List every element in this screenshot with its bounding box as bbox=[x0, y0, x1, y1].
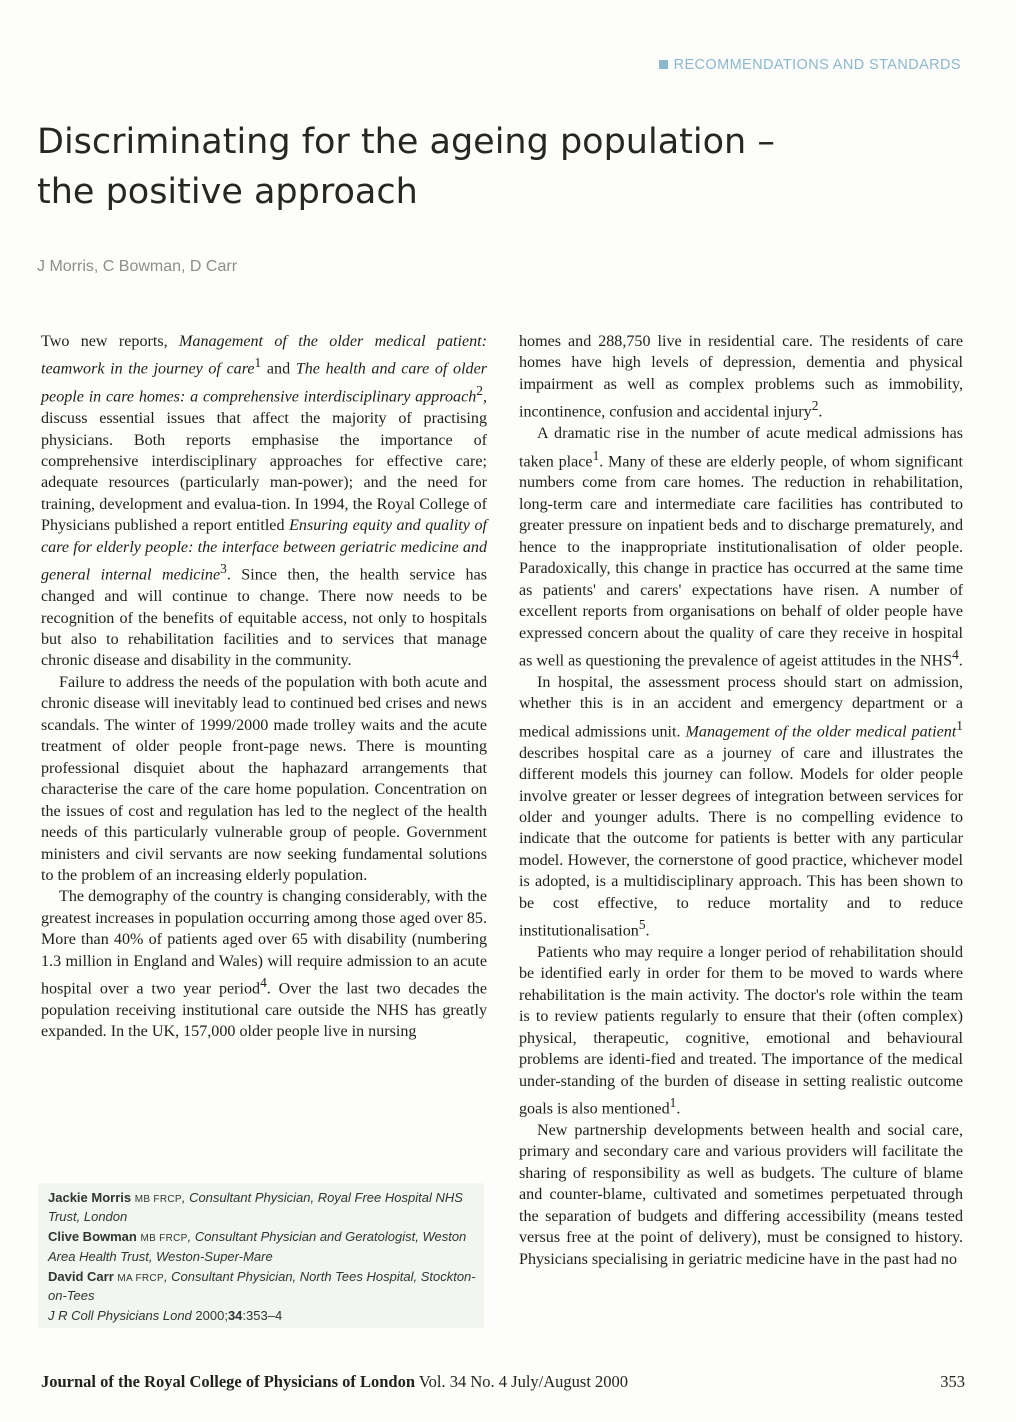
column-right bbox=[519, 331, 963, 1270]
paragraph: New partnership developments between health and social care, primary and secondary care and various providers will facilitate the sharing of responsibility as well as budgets. The culture of blame and counter-blame, cultivated and sometimes perpetuated through the separation of budgets and differing accessibility (means tested versus free at the point of delivery), must be consigned to history. Physicians specialising in geriatric medicine have in the past had no bbox=[519, 1122, 963, 1268]
square-bullet-icon bbox=[659, 60, 668, 69]
affiliation: Clive Bowman MB FRCP, Consultant Physician and Geratologist, Weston Area Health Trust, Weston-Super-Mare bbox=[48, 1229, 467, 1264]
citation: J R Coll Physicians Lond 2000;34:353–4 bbox=[48, 1308, 283, 1324]
affiliation: David Carr MA FRCP, Consultant Physician, North Tees Hospital, Stockton-on-Tees bbox=[48, 1268, 476, 1304]
paragraph: homes and 288,750 live in residential care. The residents of care homes have high levels of depression, dementia and physical impairment as well as complex problems such as immobility, incontinence, confusion and accidental injury$^2$. bbox=[519, 333, 963, 421]
article-authors: J Morris, C Bowman, D Carr bbox=[37, 258, 238, 275]
page-number: 353 bbox=[940, 1372, 965, 1391]
paragraph: Failure to address the needs of the population with both acute and chronic disease will inevitably lead to continued bed crises and news scandals. The winter of 1999/2000 made trolley waits and the acute treatment of older people front-page news. There is mounting professional disquiet about the haphazard arrangements that characterise the care of the care home population. Concentration on the issues of cost and regulation has led to the neglect of the health needs of this particularly vulnerable group of people. Government ministers and civil servants are now seeking fundamental solutions to the problem of an increasing elderly population. bbox=[41, 673, 487, 884]
paragraph: Patients who may require a longer period of rehabilitation should be identified early in order for them to be moved to wards where rehabilitation is the main activity. The doctor's role within the team is to review patients regularly to ensure that their (often complex) physical, therapeutic, cognitive, emotional and behavioural problems are identi-fied and treated. The importance of the medical under-standing of the burden of disease in setting realistic outcome goals is also mentioned$^1$. bbox=[519, 944, 963, 1118]
journal-issue: Vol. 34 No. 4 July/August 2000 bbox=[415, 1372, 629, 1391]
paragraph: A dramatic rise in the number of acute medical admissions has taken place$^1$. Many of these are elderly people, of whom significant numbers come from care homes. The reduction in rehabilitation, long-term care and intermediate care facilities has contributed to greater pressure on inpatient beds and to discharge prematurely, and hence to the inappropriate institutionalisation of older people. Paradoxically, this change in practice has occurred at the same time as patients' and carers' expectations have risen. A number of excellent reports from organisations on behalf of older people have expressed concern about the quality of care they receive in hospital as well as questioning the prevalence of ageist attitudes in the NHS$^4$. bbox=[519, 425, 963, 670]
page-footer bbox=[41, 1372, 965, 1392]
paragraph: The demography of the country is changing considerably, with the greatest increases in population occurring among those aged over 85. More than 40% of patients aged over 65 with disability (numbering 1.3 million in England and Wales) will require admission to an acute hospital over a two year period$^4$. Over the last two decades the population receiving institutional care outside the NHS has greatly expanded. In the UK, 157,000 older people live in nursing bbox=[41, 888, 487, 1041]
affiliation: Jackie Morris MB FRCP, Consultant Physician, Royal Free Hospital NHS Trust, London bbox=[48, 1190, 463, 1225]
journal-name: Journal of the Royal College of Physicians of London bbox=[41, 1372, 416, 1391]
paragraph: Two new reports, Management of the older medical patient: teamwork in the journey of care$^1$ and The health and care of older people in care homes: a comprehensive interdisciplinary approach$^2$, discuss essential issues that affect the majority of practising physicians. Both reports emphasise the importance of comprehensive interdisciplinary approaches for effective care; adequate resources (particularly man-power); and the need for training, development and evalua-tion. In 1994, the Royal College of Physicians published a report entitled Ensuring equity and quality of care for elderly people: the interface between geriatric medicine and general internal medicine$^3$. Since then, the health service has changed and will continue to change. There now needs to be recognition of the benefits of equitable access, not only to hospitals but also to rehabilitation facilities and to services that manage chronic disease and disability in the community. bbox=[41, 333, 487, 670]
article-title: Discriminating for the ageing population – the positive approach bbox=[37, 122, 775, 212]
column-left bbox=[41, 331, 487, 1043]
author-affiliations-box bbox=[38, 1183, 484, 1328]
section-label: RECOMMENDATIONS AND STANDARDS bbox=[659, 57, 961, 73]
paragraph: In hospital, the assessment process should start on admission, whether this is in an accident and emergency department or a medical admissions unit. Management of the older medical patient$^1$ describes hospital care as a journey of care and illustrates the different models this journey can follow. Models for older people involve greater or lesser degrees of integration between services for older and younger adults. There is no compelling evidence to indicate that the outcome for patients is better with any particular model. However, the cornerstone of good practice, whichever model is adopted, is a multidisciplinary approach. This has been shown to be cost effective, to reduce mortality and to reduce institutionalisation$^5$. bbox=[519, 673, 963, 940]
